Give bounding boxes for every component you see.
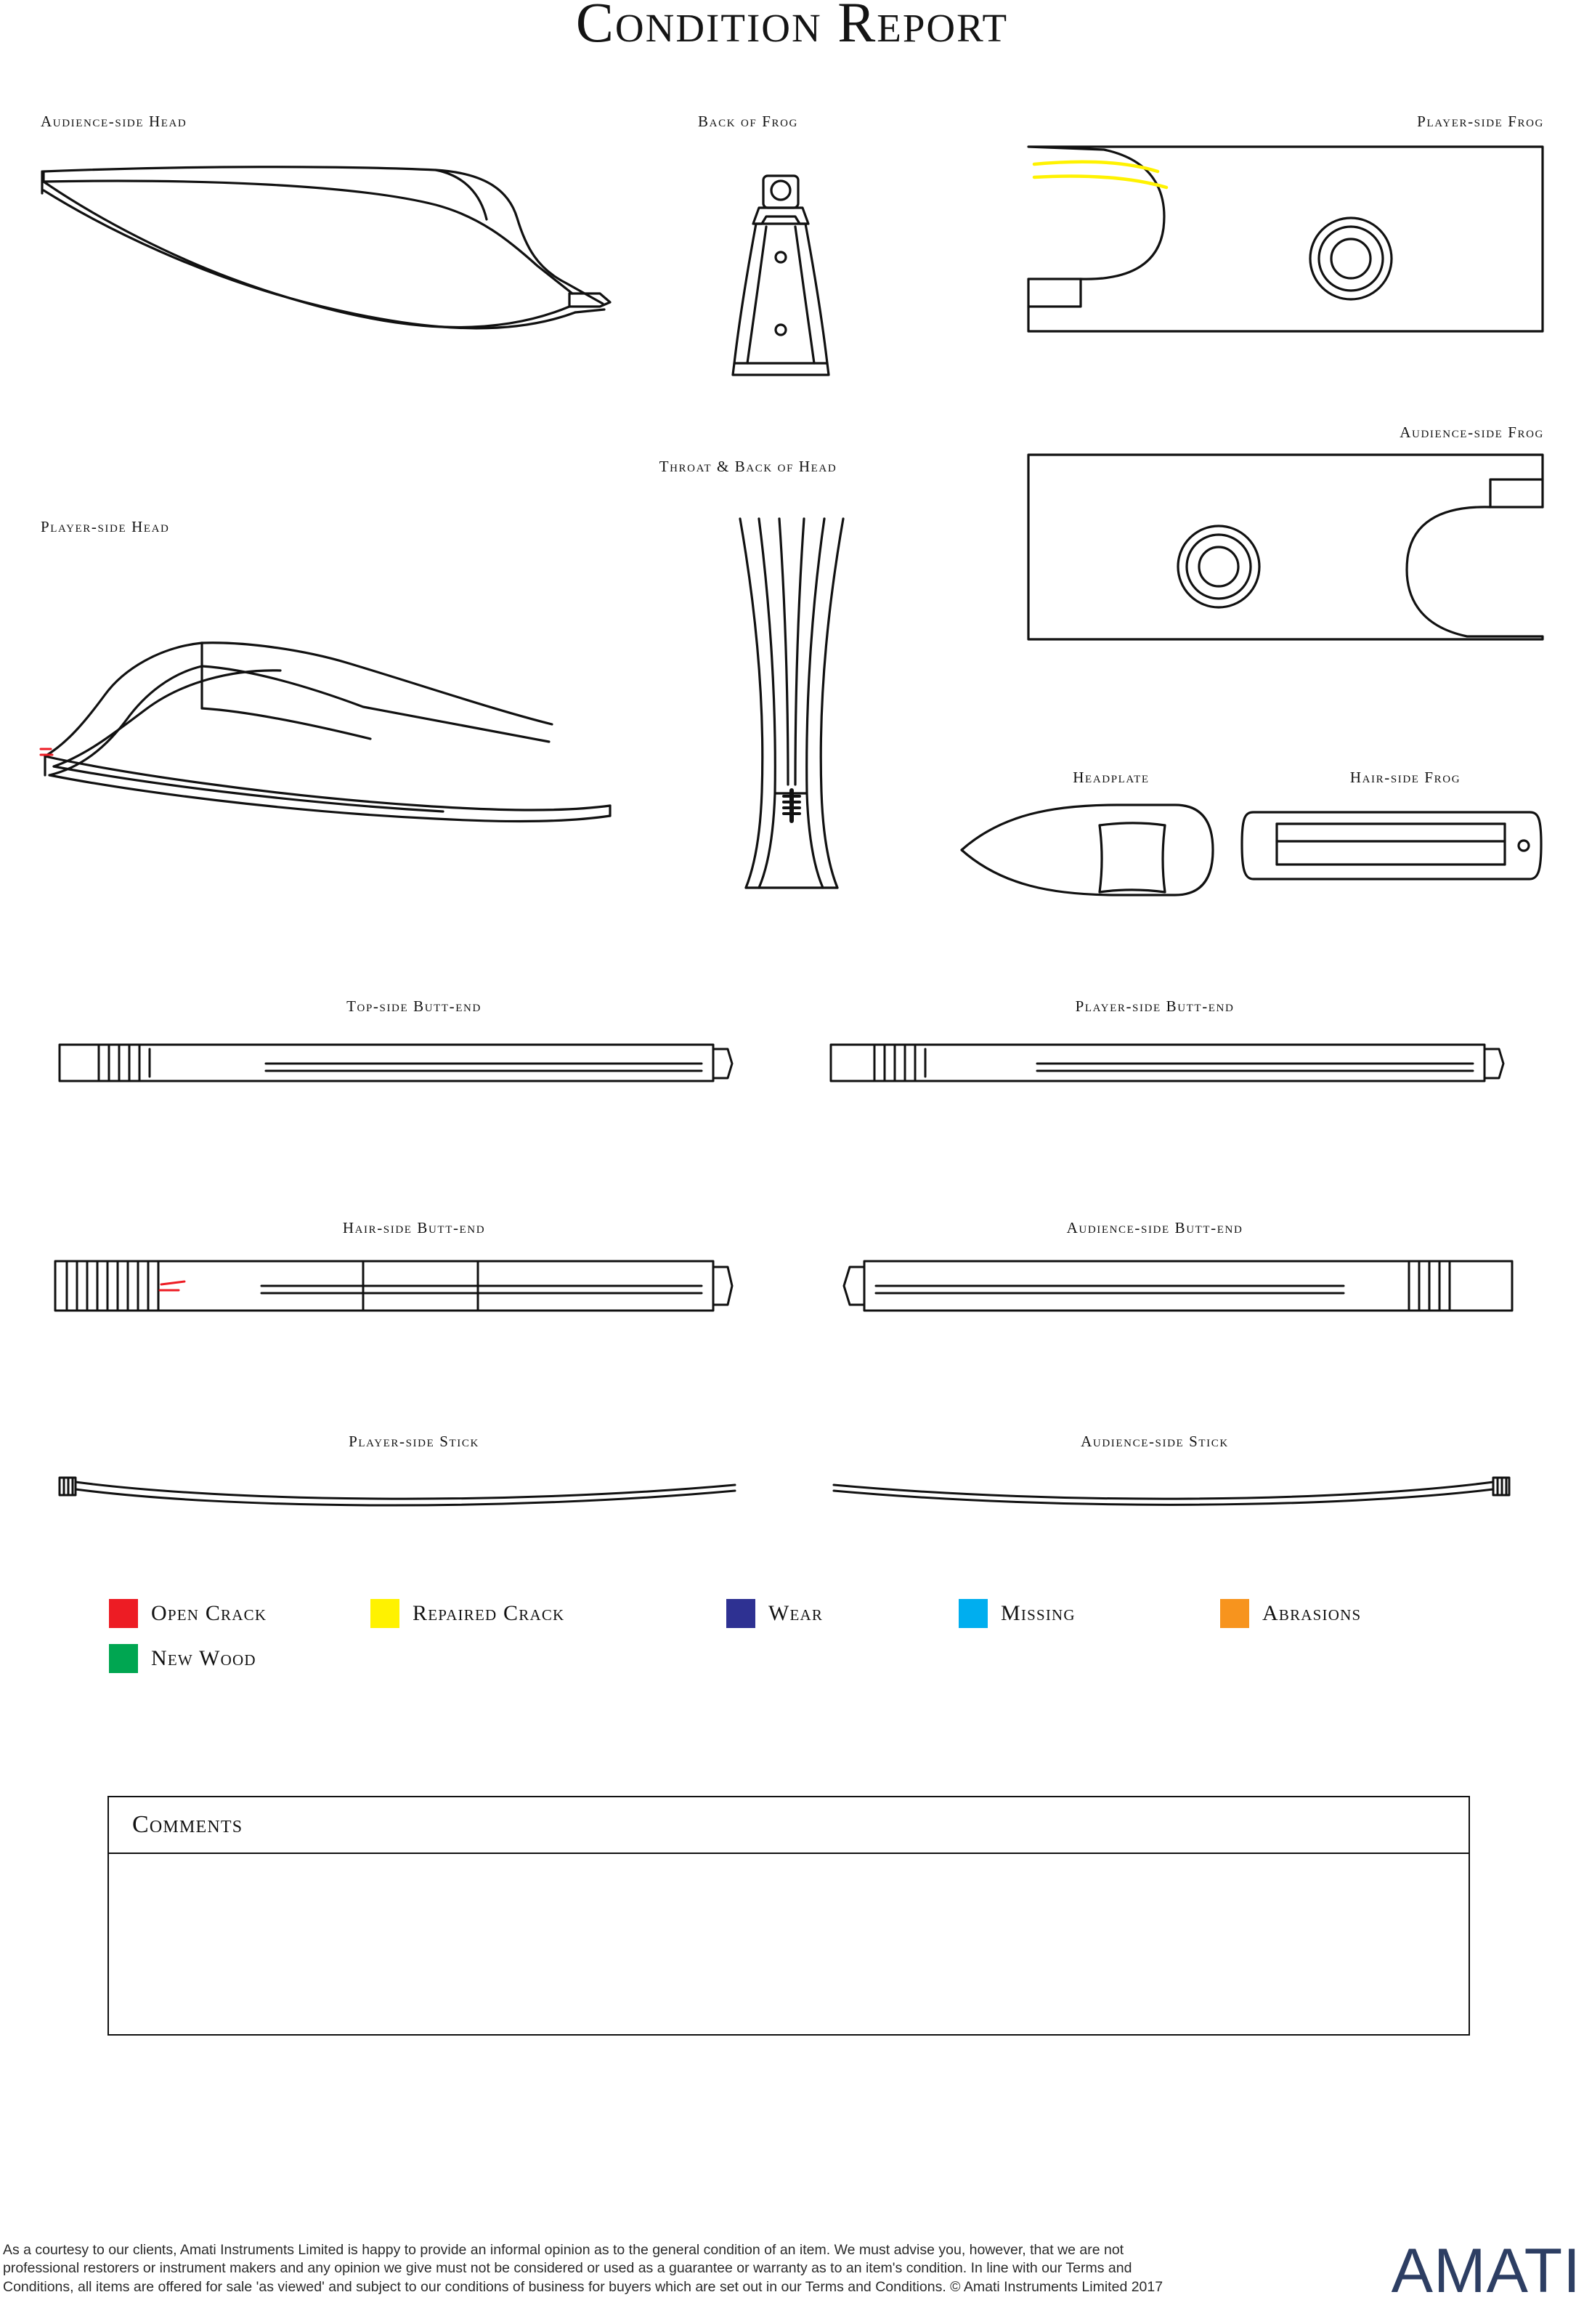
caption-headplate: Headplate <box>1073 769 1150 786</box>
legend-label-wear: Wear <box>768 1601 824 1625</box>
caption-player-side-butt-end: Player-side Butt-end <box>1075 997 1235 1015</box>
disclaimer-text: As a courtesy to our clients, Amati Instruments Limited is happy to provide an informal opinion as to the general condition of an item. We must advise you, however, that we are not professional restorers or instrument makers and any opinion we give must not be considered or used as a guarantee or warranty as to an item's condition. In line with our Terms and Conditions, all items are offered for sale 'as viewed' and subject to our conditions of business for buyers which are set out in our Terms and Conditions. © Amati Instruments Limited 2017 <box>3 2241 1163 2295</box>
legend-item-wear <box>726 1599 959 1628</box>
swatch-new-wood <box>109 1644 138 1673</box>
caption-audience-side-butt-end: Audience-side Butt-end <box>1066 1219 1243 1236</box>
caption-player-side-head: Player-side Head <box>41 518 170 535</box>
caption-player-side-stick: Player-side Stick <box>349 1433 479 1450</box>
legend-label-repaired-crack: Repaired Crack <box>413 1601 565 1625</box>
legend-item-abrasions <box>1220 1599 1361 1628</box>
swatch-wear <box>726 1599 755 1628</box>
legend-label-abrasions: Abrasions <box>1262 1601 1362 1625</box>
figure-throat-back-of-head <box>730 516 853 894</box>
caption-back-of-frog: Back of Frog <box>698 113 798 130</box>
amati-logo: AMATI <box>1391 2236 1581 2306</box>
caption-throat-back-of-head: Throat & Back of Head <box>659 458 837 475</box>
swatch-open-crack <box>109 1599 138 1628</box>
figure-audience-side-head <box>29 138 625 443</box>
figure-top-side-butt-end <box>55 1032 738 1097</box>
figure-hair-side-frog <box>1239 808 1544 888</box>
caption-hair-side-frog: Hair-side Frog <box>1349 769 1461 786</box>
legend-label-open-crack: Open Crack <box>151 1601 267 1625</box>
legend-label-new-wood: New Wood <box>151 1646 256 1670</box>
legend-row-2 <box>109 1636 1489 1681</box>
legend-item-open-crack <box>109 1599 370 1628</box>
caption-audience-side-head: Audience-side Head <box>41 113 187 130</box>
caption-audience-side-stick: Audience-side Stick <box>1081 1433 1229 1450</box>
comments-field[interactable] <box>109 1854 1469 2036</box>
legend-row-1 <box>109 1591 1489 1636</box>
comments-header <box>109 1797 1469 1854</box>
caption-hair-side-butt-end: Hair-side Butt-end <box>342 1219 486 1236</box>
figure-audience-side-frog <box>1024 450 1547 712</box>
caption-player-side-frog: Player-side Frog <box>1417 113 1544 130</box>
legend <box>109 1591 1489 1681</box>
swatch-missing <box>959 1599 988 1628</box>
figure-player-side-frog <box>1024 142 1547 404</box>
caption-audience-side-frog: Audience-side Frog <box>1400 424 1544 441</box>
legend-item-repaired-crack <box>370 1599 726 1628</box>
figure-player-side-head <box>29 541 625 854</box>
figure-player-side-butt-end <box>826 1032 1509 1097</box>
figure-player-side-stick <box>44 1460 741 1511</box>
legend-item-new-wood <box>109 1644 256 1673</box>
swatch-abrasions <box>1220 1599 1249 1628</box>
legend-item-missing <box>959 1599 1220 1628</box>
figure-audience-side-stick <box>828 1460 1525 1511</box>
figure-hair-side-butt-end <box>51 1251 741 1324</box>
footer <box>0 2212 1584 2307</box>
comments-box <box>107 1796 1470 2036</box>
legend-label-missing: Missing <box>1001 1601 1076 1625</box>
caption-top-side-butt-end: Top-side Butt-end <box>346 997 482 1015</box>
figure-headplate <box>957 803 1219 898</box>
page-title: Condition Report <box>575 0 1009 54</box>
figure-back-of-frog <box>715 169 853 401</box>
comments-label: Comments <box>132 1811 243 1838</box>
figure-audience-side-butt-end <box>835 1251 1525 1324</box>
swatch-repaired-crack <box>370 1599 399 1628</box>
